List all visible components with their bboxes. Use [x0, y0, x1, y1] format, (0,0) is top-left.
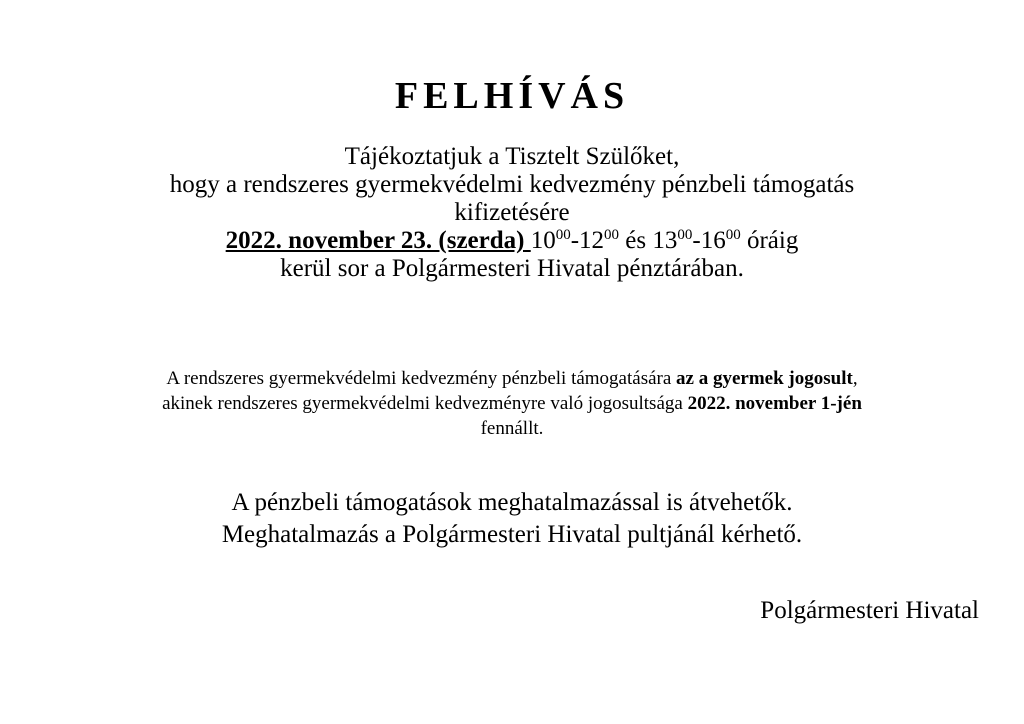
notice-line-1: Tájékoztatjuk a Tisztelt Szülőket, — [344, 143, 680, 170]
rules-line-1 — [0, 366, 1024, 391]
document-title: FELHÍVÁS — [394, 75, 630, 117]
rules-eligible-child: az a gyermek jogosult — [676, 368, 853, 389]
time-until: óráig — [746, 227, 799, 254]
eligibility-rules — [0, 366, 1024, 441]
rules-line-1-text: A rendszeres gyermekvédelmi kedvezmény pénzbeli támogatására — [166, 368, 672, 389]
notice-date-time-line — [0, 227, 1024, 255]
proxy-info — [0, 487, 1024, 551]
time-end-minutes: 00 — [604, 227, 620, 243]
payment-date: 2022. november 23. (szerda) — [225, 227, 525, 254]
notice-line-5: kerül sor a Polgármesteri Hivatal pénztárában. — [280, 255, 744, 282]
signature: Polgármesteri Hivatal — [760, 597, 979, 624]
payment-notice — [0, 143, 1024, 283]
proxy-line-2: Meghatalmazás a Polgármesteri Hivatal pultjánál kérhető. — [221, 521, 803, 548]
notice-line-2: hogy a rendszeres gyermekvédelmi kedvezmény pénzbeli támogatás — [169, 171, 855, 198]
time2-end-hour: 16 — [700, 227, 726, 254]
time-separator: - — [570, 227, 580, 254]
rules-line-2-text: akinek rendszeres gyermekvédelmi kedvezményre való jogosultsága — [162, 393, 683, 414]
time2-end-minutes: 00 — [725, 227, 741, 243]
time2-start-hour: 13 — [652, 227, 678, 254]
time2-start-minutes: 00 — [677, 227, 693, 243]
rules-line-2 — [0, 391, 1024, 416]
rules-line-3: fennállt. — [480, 418, 544, 439]
time-end-hour: 12 — [579, 227, 605, 254]
rules-line-1-comma: , — [852, 368, 858, 389]
time-conjunction: és — [625, 227, 647, 254]
proxy-line-1: A pénzbeli támogatások meghatalmazással is átvehetők. — [231, 489, 793, 516]
notice-line-3: kifizetésére — [454, 199, 570, 226]
time-start-minutes: 00 — [555, 227, 571, 243]
rules-eligibility-date: 2022. november 1-jén — [687, 393, 862, 414]
time2-separator: - — [692, 227, 701, 254]
time-start-hour: 10 — [530, 227, 556, 254]
